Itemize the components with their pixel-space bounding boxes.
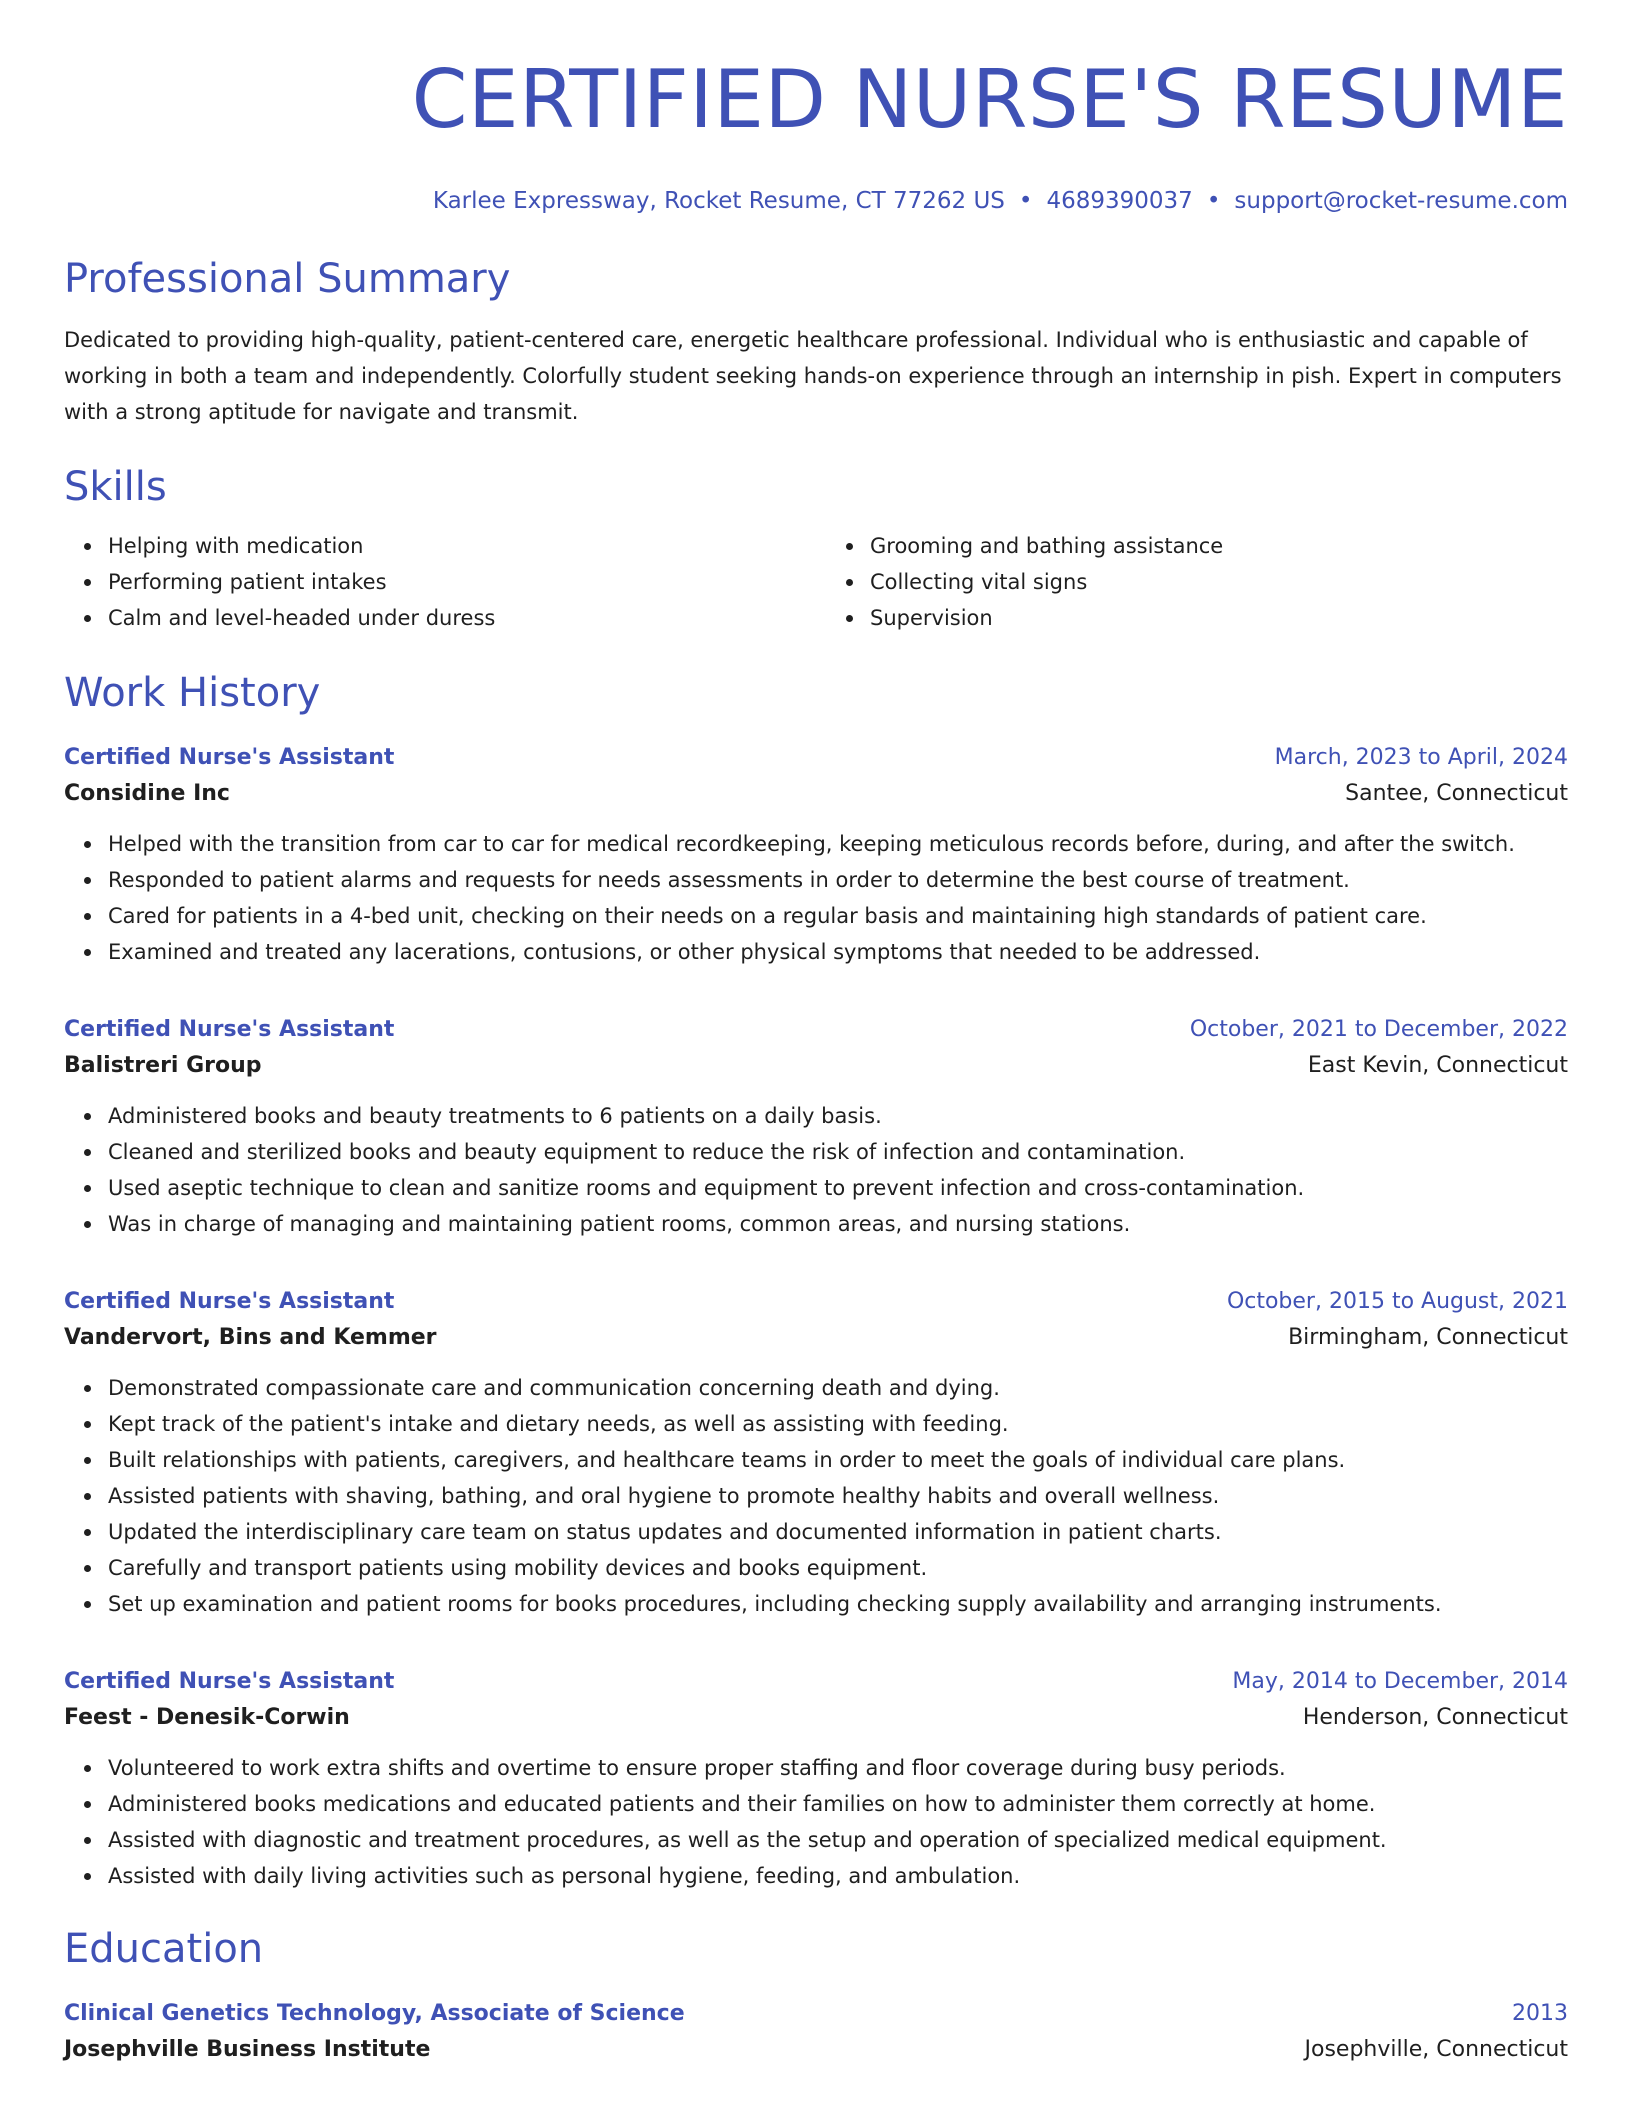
education-location: Josephville, Connecticut <box>1304 2037 1568 2062</box>
job-duty: Helped with the transition from car to car for medical recordkeeping, keeping meticulous records before, during, and after the switch. <box>108 826 1568 862</box>
job-duty: Updated the interdisciplinary care team on status updates and documented information in patient charts. <box>108 1514 1568 1550</box>
skill-item: Helping with medication <box>108 528 806 564</box>
contact-email[interactable]: support@rocket-resume.com <box>1234 188 1568 214</box>
skill-item: Performing patient intakes <box>108 564 806 600</box>
job-entry <box>64 1284 1568 1622</box>
contact-address: Karlee Expressway, Rocket Resume, CT 77262 US <box>432 188 1005 214</box>
job-duty: Built relationships with patients, caregivers, and healthcare teams in order to meet the goals of individual care plans. <box>108 1442 1568 1478</box>
job-location: East Kevin, Connecticut <box>1307 1053 1568 1078</box>
contact-line <box>64 186 1568 216</box>
job-duties-list <box>64 1370 1568 1622</box>
job-duties-list <box>64 826 1568 970</box>
job-entry <box>64 1012 1568 1242</box>
job-duty: Cared for patients in a 4-bed unit, checking on their needs on a regular basis and maintaining high standards of patient care. <box>108 898 1568 934</box>
resume-title: CERTIFIED NURSE'S RESUME <box>411 53 1568 146</box>
job-company-row <box>64 1320 1568 1356</box>
skill-item: Supervision <box>870 600 1568 636</box>
job-location: Santee, Connecticut <box>1345 781 1568 806</box>
job-duty: Carefully and transport patients using mobility devices and books equipment. <box>108 1550 1568 1586</box>
job-company: Feest - Denesik-Corwin <box>64 1705 350 1730</box>
skills-list-left <box>64 528 806 636</box>
job-duty: Administered books and beauty treatments to 6 patients on a daily basis. <box>108 1098 1568 1134</box>
skills-list-right <box>826 528 1568 636</box>
job-duty: Used aseptic technique to clean and sanitize rooms and equipment to prevent infection and cross-contamination. <box>108 1170 1568 1206</box>
job-dates: October, 2015 to August, 2021 <box>1226 1289 1568 1314</box>
job-company-row <box>64 1048 1568 1084</box>
job-dates: March, 2023 to April, 2024 <box>1274 745 1568 770</box>
education-year: 2013 <box>1512 2001 1568 2026</box>
job-entry <box>64 1664 1568 1894</box>
education-degree: Clinical Genetics Technology, Associate of Science <box>64 2001 685 2026</box>
job-company: Balistreri Group <box>64 1053 262 1078</box>
skills-grid <box>64 528 1568 636</box>
job-duty: Responded to patient alarms and requests for needs assessments in order to determine the best course of treatment. <box>108 862 1568 898</box>
job-role: Certified Nurse's Assistant <box>64 1017 395 1042</box>
job-role: Certified Nurse's Assistant <box>64 1669 395 1694</box>
job-duty: Administered books medications and educated patients and their families on how to administer them correctly at home. <box>108 1786 1568 1822</box>
job-location: Henderson, Connecticut <box>1302 1705 1568 1730</box>
education-heading: Education <box>64 1926 264 1972</box>
job-company: Considine Inc <box>64 781 230 806</box>
job-dates: May, 2014 to December, 2014 <box>1232 1669 1568 1694</box>
job-header-row <box>64 1284 1568 1320</box>
skills-heading: Skills <box>64 464 167 510</box>
job-header-row <box>64 1664 1568 1700</box>
contact-separator: • <box>1206 188 1221 214</box>
job-header-row <box>64 740 1568 776</box>
contact-phone: 4689390037 <box>1046 188 1193 214</box>
job-duty: Assisted with diagnostic and treatment procedures, as well as the setup and operation of specialized medical equipment. <box>108 1822 1568 1858</box>
job-duty: Assisted with daily living activities such as personal hygiene, feeding, and ambulation. <box>108 1858 1568 1894</box>
job-duty: Examined and treated any lacerations, contusions, or other physical symptoms that needed to be addressed. <box>108 934 1568 970</box>
job-duty: Demonstrated compassionate care and communication concerning death and dying. <box>108 1370 1568 1406</box>
job-duties-list <box>64 1098 1568 1242</box>
education-entry <box>64 1996 1568 2068</box>
education-school-row <box>64 2032 1568 2068</box>
job-role: Certified Nurse's Assistant <box>64 745 395 770</box>
resume-page <box>64 0 1568 2068</box>
job-duty: Cleaned and sterilized books and beauty equipment to reduce the risk of infection and contamination. <box>108 1134 1568 1170</box>
education-school: Josephville Business Institute <box>64 2037 431 2062</box>
job-duty: Volunteered to work extra shifts and overtime to ensure proper staffing and floor coverage during busy periods. <box>108 1750 1568 1786</box>
job-duty: Assisted patients with shaving, bathing, and oral hygiene to promote healthy habits and overall wellness. <box>108 1478 1568 1514</box>
job-duty: Was in charge of managing and maintaining patient rooms, common areas, and nursing stations. <box>108 1206 1568 1242</box>
job-company: Vandervort, Bins and Kemmer <box>64 1325 437 1350</box>
professional-summary-text: Dedicated to providing high-quality, patient-centered care, energetic healthcare professional. Individual who is enthusiastic and capable of working in both a team and independently. Colorfully student seeking hands-on experience through an internship in pish. Expert in computers with a strong aptitude for navigate and transmit. <box>64 328 1562 424</box>
job-header-row <box>64 1012 1568 1048</box>
job-duty: Set up examination and patient rooms for books procedures, including checking supply availability and arranging instruments. <box>108 1586 1568 1622</box>
resume-header <box>64 0 1568 216</box>
work-history-heading: Work History <box>64 670 321 716</box>
contact-separator: • <box>1018 188 1033 214</box>
job-duties-list <box>64 1750 1568 1894</box>
job-entry <box>64 740 1568 970</box>
job-company-row <box>64 1700 1568 1736</box>
skill-item: Collecting vital signs <box>870 564 1568 600</box>
job-location: Birmingham, Connecticut <box>1288 1325 1568 1350</box>
skill-item: Calm and level-headed under duress <box>108 600 806 636</box>
job-duty: Kept track of the patient's intake and dietary needs, as well as assisting with feeding. <box>108 1406 1568 1442</box>
job-role: Certified Nurse's Assistant <box>64 1289 395 1314</box>
job-dates: October, 2021 to December, 2022 <box>1189 1017 1568 1042</box>
job-company-row <box>64 776 1568 812</box>
skill-item: Grooming and bathing assistance <box>870 528 1568 564</box>
professional-summary-heading: Professional Summary <box>64 256 511 302</box>
education-header-row <box>64 1996 1568 2032</box>
